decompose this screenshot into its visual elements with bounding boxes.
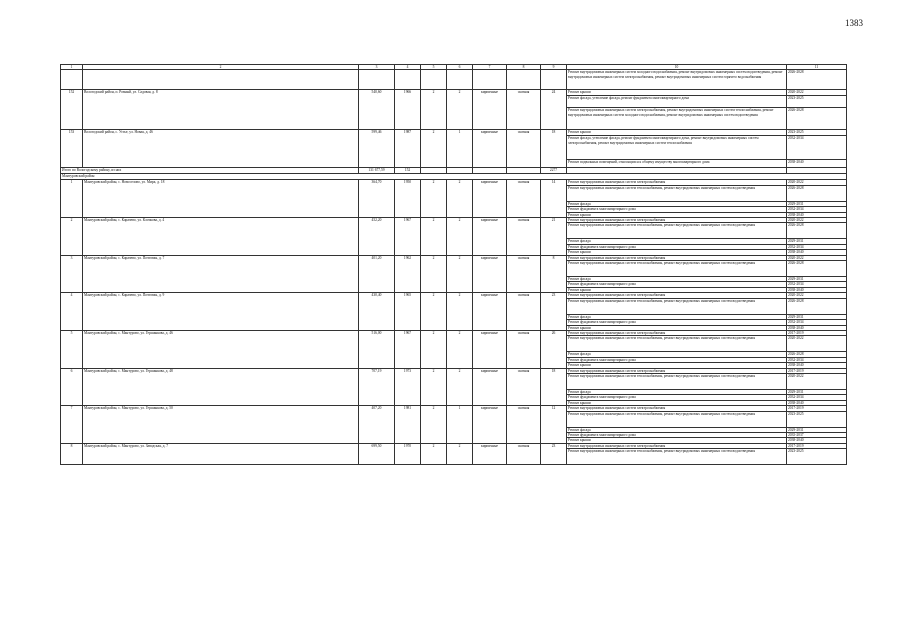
house-year: 1950 xyxy=(395,180,421,218)
work-period: 2026-2028 xyxy=(787,223,847,239)
work-type: Ремонт внутридомовых инженерных систем электроснабжения, ремонт внутридомовых инженерных систем теплоснабжения, ремонт внутридомовых инженерных систем холодного водоснабжения, ремонт внутридомовых инженерных систем водоотведения xyxy=(567,108,787,130)
work-type: Ремонт крыши xyxy=(567,130,787,136)
house-walls: кирпичные xyxy=(473,130,507,168)
work-type: Ремонт фундамента многоквартирного дома xyxy=(567,395,787,400)
work-period: 2035-2037 xyxy=(787,432,847,437)
work-period: 2026-2028 xyxy=(787,261,847,277)
house-floors: 2 xyxy=(421,130,447,168)
house-flats: 21 xyxy=(541,218,567,256)
work-period: 2038-2040 xyxy=(787,287,847,292)
house-address: Мантуровский район, с. Карачево, ул. Клочкова, д. 4 xyxy=(83,218,359,256)
house-year: 1967 xyxy=(395,218,421,256)
work-type: Ремонт крыши xyxy=(567,325,787,330)
work-type: Ремонт фундамента многоквартирного дома xyxy=(567,282,787,287)
work-type: Ремонт крыши xyxy=(567,400,787,405)
house-year xyxy=(395,70,421,90)
work-period: 2026-2028 xyxy=(787,70,847,90)
house-address: Мантуровский район, с. Мантурово, ул. Гершанкова, д. 46 xyxy=(83,330,359,368)
work-type: Ремонт внутридомовых инженерных систем теплоснабжения, ремонт внутридомовых инженерных систем водоотведения xyxy=(567,223,787,239)
work-type: Ремонт фасада xyxy=(567,352,787,357)
house-floors: 2 xyxy=(421,330,447,368)
work-period: 2029-2031 xyxy=(787,389,847,394)
work-period: 2026-2028 xyxy=(787,298,847,314)
work-period: 2038-2040 xyxy=(787,363,847,368)
house-roof: скатная xyxy=(507,406,541,444)
house-roof: скатная xyxy=(507,90,541,130)
house-area: 401,20 xyxy=(359,255,395,293)
house-number: 1 xyxy=(61,180,83,218)
house-area: 430,40 xyxy=(359,293,395,331)
column-number-9: 9 xyxy=(541,65,567,70)
work-type: Ремонт внутридомовых инженерных систем теплоснабжения, ремонт внутридомовых инженерных систем водоотведения xyxy=(567,449,787,465)
house-entrances: 1 xyxy=(447,130,473,168)
house-number: 2 xyxy=(61,218,83,256)
work-type: Ремонт фасада xyxy=(567,239,787,244)
house-walls: кирпичные xyxy=(473,255,507,293)
house-roof: скатная xyxy=(507,218,541,256)
house-area: 699,50 xyxy=(359,443,395,464)
house-flats: 23 xyxy=(541,293,567,331)
house-floors xyxy=(421,70,447,90)
house-address: Вологодский район, п. Ровный, ул. Садовая, д. 8 xyxy=(83,90,359,130)
house-flats: 8 xyxy=(541,255,567,293)
house-address: Мантуровский район, с. Карачево, ул. Почтовая, д. 7 xyxy=(83,255,359,293)
house-number: 4 xyxy=(61,293,83,331)
house-entrances: 2 xyxy=(447,293,473,331)
work-type: Ремонт крыши xyxy=(567,212,787,217)
column-number-1: 1 xyxy=(61,65,83,70)
house-entrances xyxy=(447,70,473,90)
house-flats: 24 xyxy=(541,90,567,130)
house-year: 1970 xyxy=(395,443,421,464)
house-walls: кирпичные xyxy=(473,406,507,444)
house-roof: скатная xyxy=(507,443,541,464)
work-type: Ремонт крыши xyxy=(567,250,787,255)
house-floors: 2 xyxy=(421,218,447,256)
house-flats xyxy=(541,70,567,90)
work-type: Ремонт крыши xyxy=(567,287,787,292)
house-entrances: 2 xyxy=(447,255,473,293)
house-year: 1965 xyxy=(395,293,421,331)
house-area xyxy=(359,70,395,90)
work-type: Ремонт фасада xyxy=(567,427,787,432)
house-flats: 18 xyxy=(541,130,567,168)
work-period: 2038-2040 xyxy=(787,250,847,255)
work-period: 2020-2022 xyxy=(787,218,847,223)
house-address: Мантуровский район, с. Мантурово, ул. Заводская, д. 7 xyxy=(83,443,359,464)
house-area: 407,20 xyxy=(359,406,395,444)
column-number-7: 7 xyxy=(473,65,507,70)
house-year: 1973 xyxy=(395,368,421,406)
house-walls: кирпичные xyxy=(473,368,507,406)
total-area: 131 677,59 xyxy=(359,168,395,174)
house-flats: 18 xyxy=(541,368,567,406)
total-year: 152 xyxy=(395,168,421,174)
work-period: 2038-2040 xyxy=(787,212,847,217)
house-floors: 2 xyxy=(421,255,447,293)
work-type: Ремонт внутридомовых инженерных систем теплоснабжения, ремонт внутридомовых инженерных систем водоотведения xyxy=(567,336,787,352)
house-area: 364,70 xyxy=(359,180,395,218)
house-entrances: 2 xyxy=(447,180,473,218)
work-period: 2038-2040 xyxy=(787,160,847,168)
work-period: 2017-2019 xyxy=(787,443,847,448)
work-period: 2032-2034 xyxy=(787,395,847,400)
house-number: 153 xyxy=(61,130,83,168)
house-year: 1981 xyxy=(395,406,421,444)
house-floors: 2 xyxy=(421,368,447,406)
work-type: Ремонт крыши xyxy=(567,90,787,96)
house-number: 152 xyxy=(61,90,83,130)
work-period: 2026-2028 xyxy=(787,108,847,130)
work-type: Ремонт внутридомовых инженерных систем теплоснабжения, ремонт внутридомовых инженерных систем водоотведения xyxy=(567,261,787,277)
work-period: 2026-2028 xyxy=(787,352,847,357)
work-period: 2032-2034 xyxy=(787,320,847,325)
house-floors: 2 xyxy=(421,406,447,444)
work-type: Ремонт фасада, утепление фасада, ремонт фундамента многоквартирного дома xyxy=(567,96,787,108)
continued-house-row xyxy=(61,70,847,90)
work-period: 2032-2034 xyxy=(787,136,847,160)
work-type: Ремонт фасада xyxy=(567,201,787,206)
house-entrances: 2 xyxy=(447,443,473,464)
work-type: Ремонт фасада xyxy=(567,389,787,394)
work-period: 2023-2025 xyxy=(787,130,847,136)
work-type: Ремонт подвальных помещений, относящихся к общему имуществу многоквартирного дома xyxy=(567,160,787,168)
column-number-2: 2 xyxy=(83,65,359,70)
work-type: Ремонт фундамента многоквартирного дома xyxy=(567,320,787,325)
work-period: 2020-2022 xyxy=(787,180,847,185)
work-period: 2017-2019 xyxy=(787,330,847,335)
house-address: Мантуровский район, с. Карачево, ул. Почтовая, д. 9 xyxy=(83,293,359,331)
work-period: 2032-2034 xyxy=(787,244,847,249)
house-address: Мантуровский район, с. Мантурово, ул. Гершанкова, д. 50 xyxy=(83,406,359,444)
work-period: 2038-2040 xyxy=(787,325,847,330)
work-type: Ремонт внутридомовых инженерных систем электроснабжения xyxy=(567,330,787,335)
house-number xyxy=(61,70,83,90)
work-period: 2029-2031 xyxy=(787,277,847,282)
column-number-3: 3 xyxy=(359,65,395,70)
work-period: 2017-2019 xyxy=(787,406,847,411)
repair-schedule-table xyxy=(60,64,847,465)
work-period: 2020-2022 xyxy=(787,336,847,352)
work-type: Ремонт внутридомовых инженерных систем электроснабжения xyxy=(567,180,787,185)
work-type: Ремонт фасада, утепление фасада, ремонт фундамента многоквартирного дома, ремонт внутридомовых инженерных систем электроснабжения, ремонт внутридомовых инженерных систем теплоснабжения xyxy=(567,136,787,160)
work-type: Ремонт внутридомовых инженерных систем электроснабжения xyxy=(567,443,787,448)
house-walls: кирпичные xyxy=(473,180,507,218)
work-period: 2029-2031 xyxy=(787,239,847,244)
total-label: Итого по Вологодскому району, из них xyxy=(61,168,359,174)
column-number-10: 10 xyxy=(567,65,787,70)
total-flats: 2277 xyxy=(541,168,567,174)
house-number: 3 xyxy=(61,255,83,293)
house-number: 7 xyxy=(61,406,83,444)
work-type: Ремонт внутридомовых инженерных систем теплоснабжения, ремонт внутридомовых инженерных систем водоотведения xyxy=(567,185,787,201)
work-period: 2029-2031 xyxy=(787,201,847,206)
column-number-5: 5 xyxy=(421,65,447,70)
house-flats: 26 xyxy=(541,330,567,368)
work-period: 2038-2040 xyxy=(787,400,847,405)
work-type: Ремонт фундамента многоквартирного дома xyxy=(567,207,787,212)
work-type: Ремонт крыши xyxy=(567,363,787,368)
work-type: Ремонт внутридомовых инженерных систем теплоснабжения, ремонт внутридомовых инженерных систем водоотведения xyxy=(567,411,787,427)
house-entrances: 1 xyxy=(447,406,473,444)
house-year: 1987 xyxy=(395,130,421,168)
work-period: 2020-2022 xyxy=(787,90,847,96)
work-period: 2032-2034 xyxy=(787,357,847,362)
house-roof: скатная xyxy=(507,330,541,368)
work-type: Ремонт крыши xyxy=(567,438,787,443)
house-area: 516,00 xyxy=(359,330,395,368)
house-entrances: 2 xyxy=(447,90,473,130)
house-area: 452,20 xyxy=(359,218,395,256)
work-period: 2032-2034 xyxy=(787,207,847,212)
work-type: Ремонт внутридомовых инженерных систем электроснабжения xyxy=(567,368,787,373)
work-type: Ремонт фасада xyxy=(567,277,787,282)
work-period: 2023-2025 xyxy=(787,96,847,108)
work-period: 2023-2025 xyxy=(787,449,847,465)
work-type: Ремонт фундамента многоквартирного дома xyxy=(567,432,787,437)
house-walls: кирпичные xyxy=(473,443,507,464)
house-floors: 2 xyxy=(421,443,447,464)
column-number-4: 4 xyxy=(395,65,421,70)
work-type: Ремонт внутридомовых инженерных систем теплоснабжения, ремонт внутридомовых инженерных систем водоотведения xyxy=(567,298,787,314)
house-number: 6 xyxy=(61,368,83,406)
house-roof xyxy=(507,70,541,90)
house-walls: кирпичные xyxy=(473,218,507,256)
work-type: Ремонт фундамента многоквартирного дома xyxy=(567,244,787,249)
house-entrances: 2 xyxy=(447,218,473,256)
section-title: Мантуровский район xyxy=(61,174,847,180)
house-number: 5 xyxy=(61,330,83,368)
house-area: 540,60 xyxy=(359,90,395,130)
work-type: Ремонт внутридомовых инженерных систем теплоснабжения, ремонт внутридомовых инженерных систем водоотведения xyxy=(567,373,787,389)
house-flats: 12 xyxy=(541,406,567,444)
house-area: 707,19 xyxy=(359,368,395,406)
house-roof: скатная xyxy=(507,255,541,293)
house-address xyxy=(83,70,359,90)
house-flats: 23 xyxy=(541,443,567,464)
column-number-11: 11 xyxy=(787,65,847,70)
work-period: 2020-2022 xyxy=(787,293,847,298)
house-address: Вологодский район, с. Устье, ул. Новая, д. 46 xyxy=(83,130,359,168)
work-type: Ремонт внутридомовых инженерных систем электроснабжения xyxy=(567,218,787,223)
column-number-6: 6 xyxy=(447,65,473,70)
house-area: 599,46 xyxy=(359,130,395,168)
house-flats: 14 xyxy=(541,180,567,218)
house-walls: кирпичные xyxy=(473,330,507,368)
house-roof: скатная xyxy=(507,180,541,218)
work-period: 2029-2031 xyxy=(787,314,847,319)
work-period: 2026-2028 xyxy=(787,185,847,201)
house-year: 1967 xyxy=(395,330,421,368)
work-period: 2017-2019 xyxy=(787,368,847,373)
work-period: 2032-2034 xyxy=(787,282,847,287)
column-number-8: 8 xyxy=(507,65,541,70)
work-period: 2020-2022 xyxy=(787,373,847,389)
house-walls: кирпичные xyxy=(473,90,507,130)
work-type: Ремонт внутридомовых инженерных систем холодного водоснабжения, ремонт внутридомовых инженерных систем водоотведения, ремонт внутридомовых инженерных систем электроснабжения, ремонт внутридомовых инженерных систем горячего водоснабжения xyxy=(567,70,787,90)
work-type: Ремонт внутридомовых инженерных систем электроснабжения xyxy=(567,293,787,298)
work-period: 2029-2031 xyxy=(787,427,847,432)
house-walls: кирпичные xyxy=(473,293,507,331)
house-floors: 2 xyxy=(421,180,447,218)
house-number: 8 xyxy=(61,443,83,464)
house-floors: 2 xyxy=(421,293,447,331)
house-address: Мантуровский район, с. Новоселово, ул. Мира, д. 18 xyxy=(83,180,359,218)
house-floors: 2 xyxy=(421,90,447,130)
work-period: 2020-2022 xyxy=(787,255,847,260)
page-number: 1383 xyxy=(845,18,863,28)
house-roof: скатная xyxy=(507,368,541,406)
work-type: Ремонт внутридомовых инженерных систем электроснабжения xyxy=(567,406,787,411)
house-entrances: 2 xyxy=(447,330,473,368)
house-roof: скатная xyxy=(507,130,541,168)
work-type: Ремонт внутридомовых инженерных систем электроснабжения xyxy=(567,255,787,260)
house-entrances: 2 xyxy=(447,368,473,406)
house-year: 1962 xyxy=(395,255,421,293)
work-type: Ремонт фундамента многоквартирного дома xyxy=(567,357,787,362)
work-period: 2038-2040 xyxy=(787,438,847,443)
work-type: Ремонт фасада xyxy=(567,314,787,319)
house-walls xyxy=(473,70,507,90)
house-roof: скатная xyxy=(507,293,541,331)
house-year: 1966 xyxy=(395,90,421,130)
work-period: 2023-2025 xyxy=(787,411,847,427)
house-address: Мантуровский район, с. Мантурово, ул. Гершанкова, д. 48 xyxy=(83,368,359,406)
